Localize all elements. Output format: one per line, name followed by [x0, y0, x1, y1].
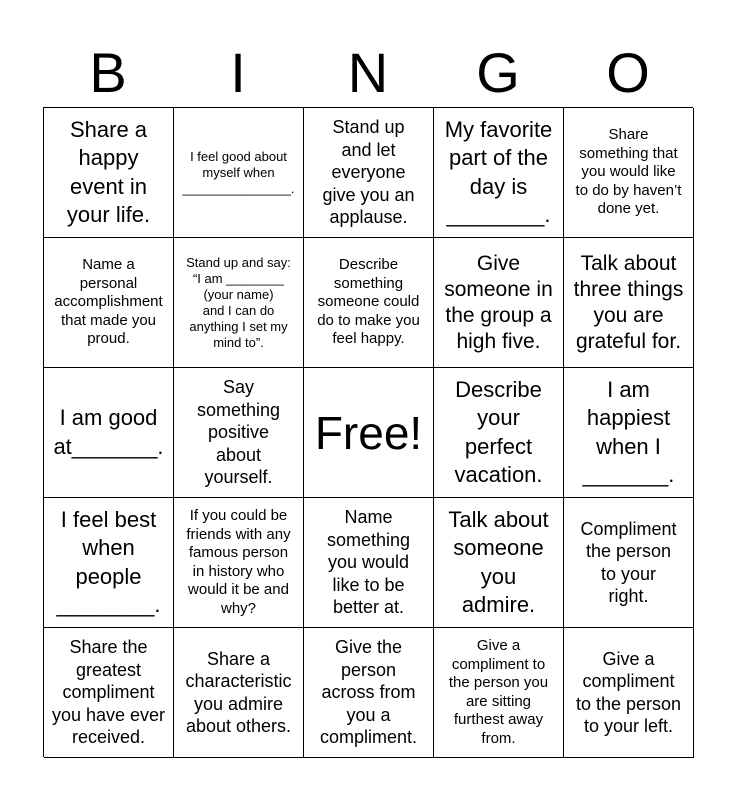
header-letter-i: I: [230, 41, 246, 104]
bingo-square-text: Compliment the person to your right.: [580, 518, 677, 606]
bingo-square: [174, 628, 304, 758]
bingo-square-text: Give a compliment to the person to your left.: [575, 648, 682, 736]
bingo-square: [174, 238, 304, 368]
bingo-square-text: Give someone in the group a high five.: [444, 251, 553, 353]
bingo-square: [44, 108, 174, 238]
bingo-square: [44, 368, 174, 498]
bingo-square-text: Name something you would like to be better at.: [326, 507, 411, 618]
bingo-square-text: If you could be friends with any famous person in history who would it be and why?: [186, 507, 291, 617]
bingo-square-text: Stand up and let everyone give you an applause.: [322, 117, 415, 228]
bingo-square-text: Describe something someone could do to make you feel happy.: [317, 256, 420, 348]
bingo-square: [44, 238, 174, 368]
bingo-square-text: I am good at_______.: [53, 405, 164, 459]
bingo-square-text: Give the person across from you a compliment.: [319, 637, 418, 748]
bingo-square: [564, 628, 694, 758]
bingo-square-text: Share a happy event in your life.: [66, 116, 151, 227]
bingo-square-text: Describe your perfect vacation.: [454, 376, 543, 487]
bingo-square: [564, 498, 694, 628]
bingo-square: [174, 108, 304, 238]
bingo-square: [44, 498, 174, 628]
bingo-square-text: Share a characteristic you admire about others.: [185, 648, 292, 736]
bingo-square-text: Share something that you would like to do by haven’t done yet.: [575, 126, 682, 218]
bingo-square: [434, 628, 564, 758]
bingo-square: [174, 368, 304, 498]
bingo-square-text: I am happiest when I _______.: [582, 376, 675, 487]
bingo-square: [304, 108, 434, 238]
bingo-square: [434, 368, 564, 498]
bingo-square-text: Stand up and say: “I am ________ (your name) and I can do anything I set my mind to”.: [186, 254, 291, 350]
bingo-square: [304, 238, 434, 368]
bingo-square-text: Talk about someone you admire.: [448, 506, 549, 617]
bingo-square: [434, 498, 564, 628]
bingo-square-text: I feel good about myself when _______________.: [182, 148, 295, 196]
bingo-square: [564, 368, 694, 498]
bingo-square: [304, 628, 434, 758]
header-letter-b: B: [89, 41, 127, 104]
bingo-square: [304, 498, 434, 628]
bingo-square: [564, 108, 694, 238]
bingo-square: [434, 238, 564, 368]
free-square: [304, 368, 434, 498]
bingo-square: [434, 108, 564, 238]
bingo-square-text: Share the greatest compliment you have ever received.: [51, 637, 166, 748]
header-letter-g: G: [476, 41, 520, 104]
bingo-square-text: My favorite part of the day is ________.: [444, 116, 553, 227]
header-letter-n: N: [347, 41, 389, 104]
free-square-text: Free!: [314, 406, 423, 459]
bingo-square: [44, 628, 174, 758]
bingo-square-text: I feel best when people ________.: [56, 506, 161, 617]
bingo-header: [43, 40, 693, 106]
bingo-square-text: Say something positive about yourself.: [196, 377, 281, 488]
bingo-square: [564, 238, 694, 368]
bingo-square-text: Name a personal accomplishment that made you proud.: [54, 256, 163, 348]
bingo-square-text: Give a compliment to the person you are sitting furthest away from.: [448, 637, 549, 747]
bingo-card-grid: [43, 107, 693, 757]
header-letter-o: O: [606, 41, 650, 104]
bingo-square: [174, 498, 304, 628]
bingo-square-text: Talk about three things you are grateful for.: [573, 251, 684, 353]
